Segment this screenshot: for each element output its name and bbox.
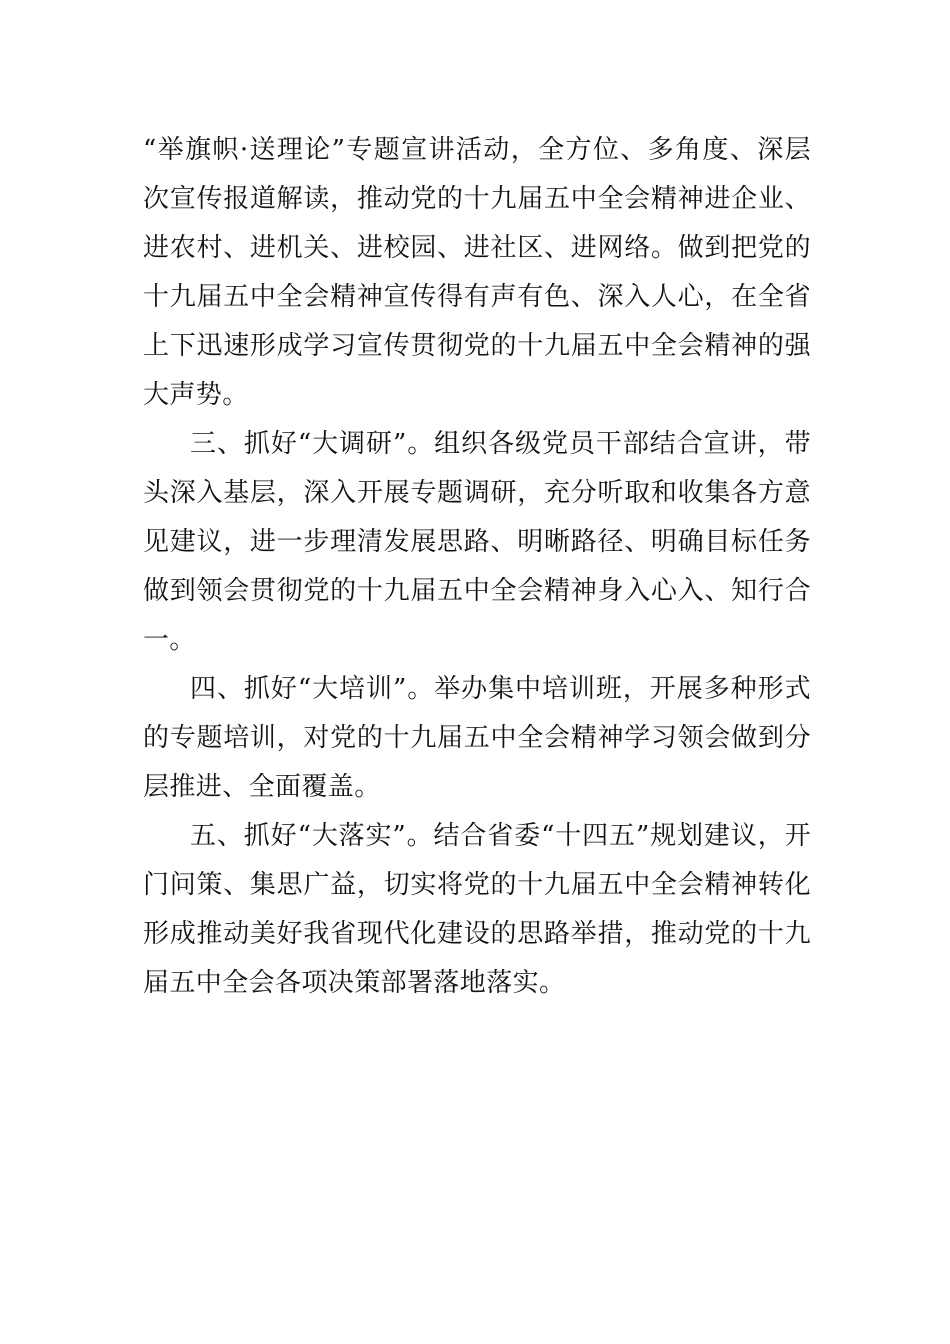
paragraph-section-four: 四、抓好“大培训”。举办集中培训班，开展多种形式的专题培训，对党的十九届五中全会精神学习领会做到分层推进、全面覆盖。 — [143, 674, 811, 802]
paragraph-continuation: “举旗帜·送理论”专题宣讲活动，全方位、多角度、深层次宣传报道解读，推动党的十九届五中全会精神进企业、进农村、进机关、进校园、进社区、进网络。做到把党的十九届五中全会精神宣传得有声有色、深入人心，在全省上下迅速形成学习宣传贯彻党的十九届五中全会精神的强大声势。 — [143, 135, 811, 410]
paragraph-section-three: 三、抓好“大调研”。组织各级党员干部结合宣讲，带头深入基层，深入开展专题调研，充分听取和收集各方意见建议，进一步理清发展思路、明晰路径、明确目标任务做到领会贯彻党的十九届五中全会精神身入心入、知行合一。 — [143, 429, 811, 655]
paragraph-section-five: 五、抓好“大落实”。结合省委“十四五”规划建议，开门问策、集思广益，切实将党的十九届五中全会精神转化形成推动美好我省现代化建设的思路举措，推动党的十九届五中全会各项决策部署落地落实。 — [143, 821, 811, 998]
document-body — [143, 126, 811, 1008]
